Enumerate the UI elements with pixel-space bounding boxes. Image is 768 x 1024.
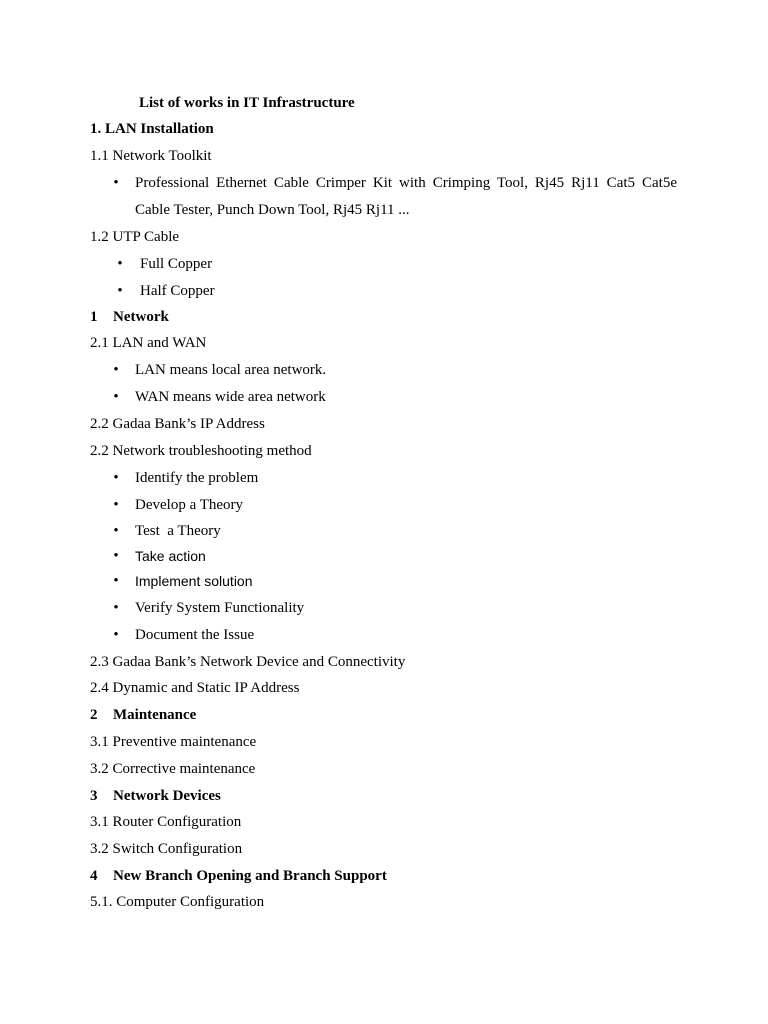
subheading-computer-config: 5.1. Computer Configuration (90, 894, 265, 910)
heading-maintenance (90, 706, 196, 724)
list-item: WAN means wide area network (135, 389, 326, 405)
subheading-preventive: 3.1 Preventive maintenance (90, 734, 257, 750)
list-item: LAN means local area network. (135, 362, 327, 378)
list-item: Develop a Theory (135, 497, 244, 513)
subheading-utp-cable: 1.2 UTP Cable (90, 229, 180, 245)
subheading-ip-address: 2.2 Gadaa Bank’s IP Address (90, 416, 265, 432)
bullet-icon (112, 496, 120, 514)
bullet-icon (116, 282, 124, 300)
list-item: Half Copper (140, 283, 215, 299)
subheading-troubleshooting: 2.2 Network troubleshooting method (90, 443, 312, 459)
heading-number: 2 (90, 707, 98, 723)
list-item: Take action (135, 548, 206, 564)
bullet-icon (116, 255, 124, 273)
heading-number: 3 (90, 788, 98, 804)
bullet-icon (112, 522, 120, 540)
bullet-icon (112, 174, 120, 192)
heading-lan-installation: 1. LAN Installation (90, 121, 214, 137)
subheading-dynamic-static-ip: 2.4 Dynamic and Static IP Address (90, 680, 300, 696)
bullet-icon (112, 547, 120, 565)
list-item: Implement solution (135, 573, 253, 589)
heading-number: 4 (90, 868, 98, 884)
subheading-router: 3.1 Router Configuration (90, 814, 242, 830)
heading-text: Maintenance (113, 707, 197, 723)
bullet-icon (112, 572, 120, 590)
subheading-switch: 3.2 Switch Configuration (90, 841, 243, 857)
list-item-text: Test a Theory (135, 523, 221, 539)
list-item-toolkit-line1: Professional Ethernet Cable Crimper Kit with Crimping Tool, Rj45 Rj11 Cat5 Cat5e (135, 175, 677, 191)
list-item-toolkit-line2: Cable Tester, Punch Down Tool, Rj45 Rj11 ... (135, 202, 410, 218)
list-item: Identify the problem (135, 470, 259, 486)
bullet-icon (112, 599, 120, 617)
subheading-corrective: 3.2 Corrective maintenance (90, 761, 256, 777)
list-item (135, 522, 221, 540)
list-item: Verify System Functionality (135, 600, 305, 616)
list-item: Document the Issue (135, 627, 255, 643)
subheading-network-toolkit: 1.1 Network Toolkit (90, 148, 212, 164)
heading-number: 1 (90, 309, 98, 325)
bullet-icon (112, 388, 120, 406)
heading-text: Network (113, 309, 169, 325)
heading-branch (90, 867, 387, 885)
bullet-icon (112, 469, 120, 487)
heading-text: Network Devices (113, 788, 221, 804)
subheading-lan-wan: 2.1 LAN and WAN (90, 335, 207, 351)
list-item: Full Copper (140, 256, 213, 272)
page-title: List of works in IT Infrastructure (139, 95, 355, 111)
bullet-icon (112, 626, 120, 644)
subheading-network-device: 2.3 Gadaa Bank’s Network Device and Connectivity (90, 654, 406, 670)
heading-network (90, 308, 169, 326)
heading-text: New Branch Opening and Branch Support (113, 868, 387, 884)
bullet-icon (112, 361, 120, 379)
heading-network-devices (90, 787, 221, 805)
